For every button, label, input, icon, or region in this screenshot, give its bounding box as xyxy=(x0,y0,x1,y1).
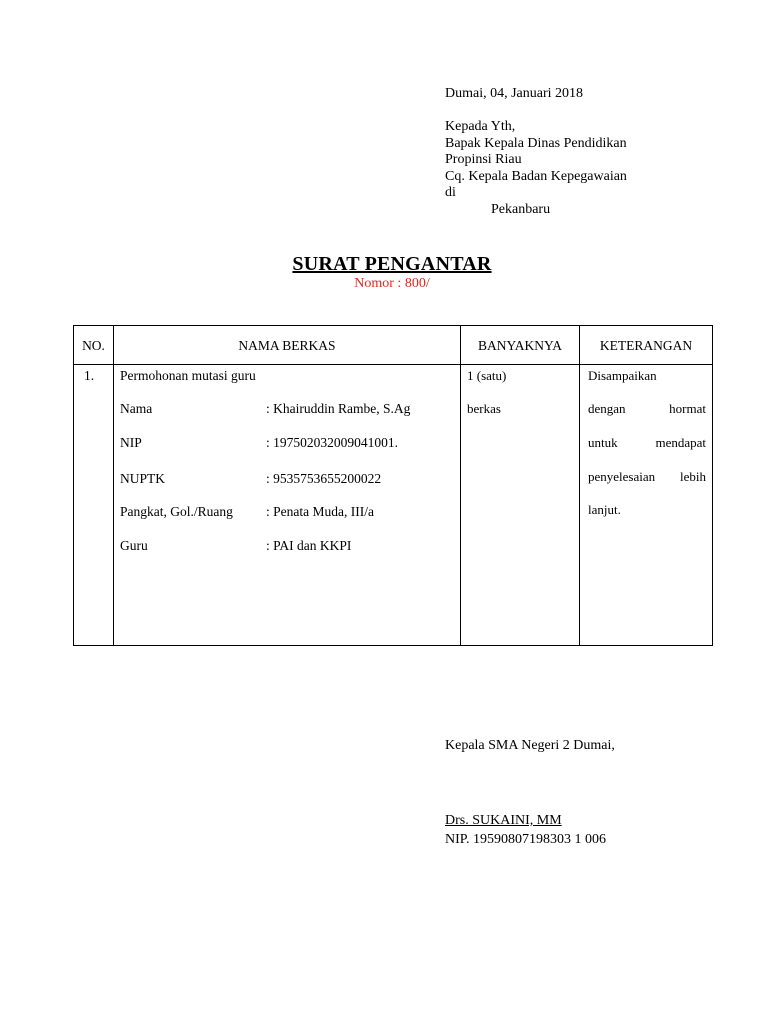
field-label-nuptk: NUPTK xyxy=(120,471,166,486)
header-banyaknya: BANYAKNYA xyxy=(477,338,562,353)
banyaknya-unit: berkas xyxy=(467,401,501,416)
signatory-nip: NIP. 19590807198303 1 006 xyxy=(445,832,607,847)
keterangan-word: lebih xyxy=(680,469,706,484)
field-label-nip: NIP xyxy=(120,435,142,450)
header-no: NO. xyxy=(82,338,105,353)
recipient-line: Kepada Yth, xyxy=(445,119,516,134)
keterangan-line xyxy=(588,469,706,485)
letter-date: Dumai, 04, Januari 2018 xyxy=(445,86,584,101)
letter-title: SURAT PENGANTAR xyxy=(292,253,492,275)
recipient-line: di xyxy=(445,185,456,200)
keterangan-word: dengan xyxy=(588,401,626,416)
header-divider xyxy=(74,364,712,365)
field-value-nip: : 197502032009041001. xyxy=(266,435,399,450)
recipient-line: Bapak Kepala Dinas Pendidikan xyxy=(445,135,627,151)
keterangan-line: lanjut. xyxy=(588,502,621,517)
keterangan-word: mendapat xyxy=(655,435,706,450)
keterangan-word: penyelesaian xyxy=(588,469,656,484)
keterangan-line: Disampaikan xyxy=(588,368,657,383)
field-value-pangkat: : Penata Muda, III/a xyxy=(266,504,374,519)
field-value-guru: : PAI dan KKPI xyxy=(266,538,352,553)
row-subject: Permohonan mutasi guru xyxy=(120,368,256,383)
recipient-block xyxy=(445,119,627,218)
recipient-line: Cq. Kepala Badan Kepegawaian xyxy=(445,168,627,184)
field-label-pangkat: Pangkat, Gol./Ruang xyxy=(120,504,233,519)
row-number: 1. xyxy=(84,368,95,383)
field-label-nama: Nama xyxy=(120,401,153,416)
header-keterangan: KETERANGAN xyxy=(599,338,693,353)
keterangan-line xyxy=(588,401,706,417)
letter-number: Nomor : 800/ xyxy=(354,276,430,291)
banyaknya-count: 1 (satu) xyxy=(467,368,507,383)
column-divider xyxy=(579,326,580,645)
recipient-line: Propinsi Riau xyxy=(445,152,522,167)
field-label-guru: Guru xyxy=(120,538,148,553)
header-nama-berkas: NAMA BERKAS xyxy=(238,338,336,353)
keterangan-word: hormat xyxy=(669,401,706,416)
keterangan-word: untuk xyxy=(588,435,618,450)
column-divider xyxy=(460,326,461,645)
keterangan-line xyxy=(588,435,706,451)
field-value-nuptk: : 9535753655200022 xyxy=(266,471,382,486)
documents-table xyxy=(73,325,713,646)
field-value-nama: : Khairuddin Rambe, S.Ag xyxy=(266,401,411,416)
signatory-position: Kepala SMA Negeri 2 Dumai, xyxy=(445,738,615,753)
recipient-city: Pekanbaru xyxy=(491,201,551,217)
signatory-name: Drs. SUKAINI, MM xyxy=(445,813,562,828)
column-divider xyxy=(113,326,114,645)
